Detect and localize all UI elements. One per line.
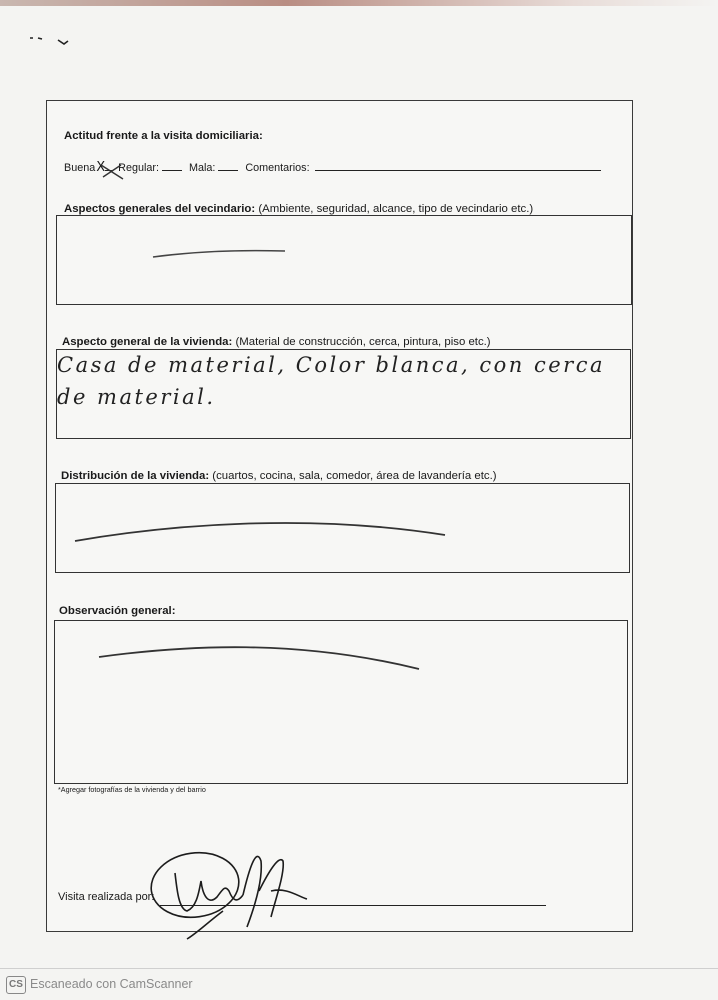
option-buena: Buena (64, 162, 96, 174)
handwritten-strokes (47, 101, 634, 933)
signature-icon (147, 847, 307, 939)
distribucion-title: Distribución de la vivienda: (cuartos, cocina, sala, comedor, área de lavandería etc.) (61, 470, 497, 482)
buena-x-stroke (101, 165, 123, 179)
scan-marks (28, 32, 78, 48)
footnote: *Agregar fotografías de la vivienda y del barrio (58, 785, 206, 794)
observacion-title: Observación general: (59, 605, 176, 617)
camscanner-watermark: Escaneado con CamScanner (30, 977, 193, 991)
camscanner-icon: CS (6, 976, 26, 994)
footer-divider (0, 968, 718, 969)
option-comentarios: Comentarios: (245, 162, 310, 174)
observacion-dash-stroke (99, 647, 419, 669)
vecindario-dash-stroke (153, 251, 285, 257)
option-buena-mark: X (96, 160, 106, 175)
option-mala: Mala: (188, 162, 216, 174)
vecindario-title: Aspectos generales del vecindario: (Ambiente, seguridad, alcance, tipo de vecindario etc.) (64, 203, 534, 215)
vivienda-handwriting-line2: de material. (57, 385, 216, 409)
vivienda-title: Aspecto general de la vivienda: (Material de construcción, cerca, pintura, piso etc.) (62, 336, 491, 348)
home-visit-form (46, 100, 633, 932)
distribucion-dash-stroke (75, 523, 445, 541)
visita-label: Visita realizada por: (58, 891, 155, 903)
vivienda-handwriting-line1: Casa de material, Color blanca, con cerca (57, 353, 605, 377)
option-regular: Regular: (118, 162, 159, 174)
actitud-title: Actitud frente a la visita domiciliaria: (64, 130, 263, 142)
scan-top-edge (0, 0, 718, 6)
